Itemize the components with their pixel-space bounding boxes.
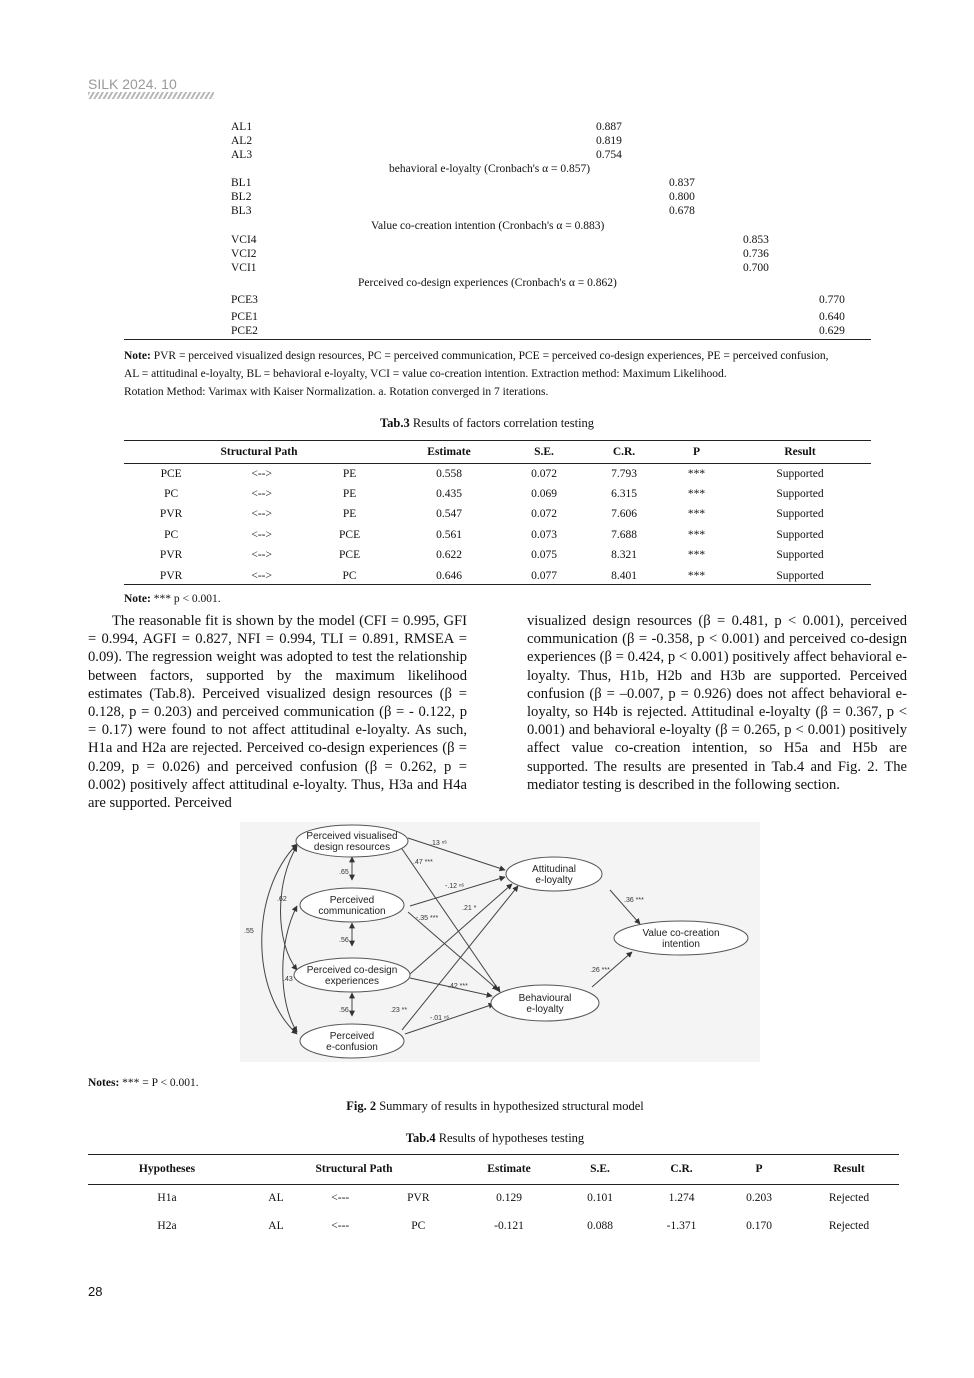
loading-value: 0.770 xyxy=(819,294,845,306)
note-line: PVR = perceived visualized design resources, PC = perceived communication, PCE = perceived co-design experiences, PE = perceived confusion, xyxy=(150,350,829,362)
cell-from: PCE xyxy=(160,467,182,480)
item-label: VCI1 xyxy=(231,262,257,274)
path-coefficient: .36 *** xyxy=(624,897,644,904)
table-note xyxy=(124,347,894,401)
node-label: Behavioural xyxy=(518,993,572,1004)
table-row xyxy=(124,566,871,587)
node-label: Perceived xyxy=(329,1031,375,1042)
cell-est: -0.121 xyxy=(494,1220,524,1232)
column-header: C.R. xyxy=(644,1155,719,1184)
cell-p: 0.170 xyxy=(746,1220,772,1232)
cell-result: Supported xyxy=(776,549,824,562)
caption-text: Summary of results in hypothesized structural model xyxy=(376,1099,644,1113)
structural-model-diagram xyxy=(240,822,760,1062)
table-header-row xyxy=(88,1155,899,1184)
path-coefficient: -.12 ⁿˢ xyxy=(445,883,464,890)
factor-loadings-table xyxy=(0,120,974,340)
table-bottom-rule xyxy=(124,339,871,340)
path-coefficient: -.01 ⁿˢ xyxy=(430,1015,449,1022)
tab4-caption xyxy=(0,1131,974,1146)
item-label: AL1 xyxy=(231,121,253,133)
table-row xyxy=(124,525,871,546)
node-label: Perceived visualised xyxy=(306,831,398,842)
node-label: Value co-creation xyxy=(642,928,720,939)
loading-value: 0.837 xyxy=(669,177,695,189)
cell-est: 0.646 xyxy=(436,569,462,582)
note-label: Note: xyxy=(124,350,151,362)
cell-arrow: <--> xyxy=(251,528,272,541)
cell-p: *** xyxy=(687,569,706,582)
cell-est: 0.435 xyxy=(436,487,462,500)
loading-value: 0.853 xyxy=(743,234,769,246)
cell-p: *** xyxy=(687,467,706,480)
body-column-left xyxy=(88,612,467,812)
cell-result: Rejected xyxy=(828,1192,870,1205)
cell-p: *** xyxy=(687,549,706,562)
item-label: PCE2 xyxy=(231,325,258,337)
loading-value: 0.819 xyxy=(596,135,622,147)
note-label: Note: xyxy=(124,593,151,605)
table-row xyxy=(124,484,871,505)
caption-label: Tab.3 xyxy=(379,416,410,430)
body-column-right xyxy=(527,612,907,794)
node-label: intention xyxy=(662,939,700,950)
column-header: Structural Path xyxy=(124,441,394,463)
column-header: P xyxy=(719,1155,799,1184)
column-header: P xyxy=(664,441,729,463)
cell-to: PCE xyxy=(339,549,361,562)
note-text: *** p < 0.001. xyxy=(150,593,221,605)
cell-from: PVR xyxy=(159,549,183,562)
correlation-value: .62 xyxy=(277,896,287,903)
page-number: 28 xyxy=(88,1284,103,1299)
cell-arrow: <--> xyxy=(251,549,272,562)
node-label: experiences xyxy=(325,976,379,987)
node-label: e-loyalty xyxy=(535,875,573,886)
note-line: AL = attitudinal e-loyalty, BL = behavioral e-loyalty, VCI = value co-creation intention. Extraction method: Maximum Likelihood. xyxy=(124,368,727,380)
tab3-bottom-rule xyxy=(124,584,871,585)
cell-est: 0.622 xyxy=(436,549,462,562)
cell-cr: 7.688 xyxy=(611,528,637,541)
header-decoration xyxy=(88,92,214,99)
column-header: Structural Path xyxy=(246,1155,462,1184)
section-title: Value co-creation intention (Cronbach's α = 0.883) xyxy=(371,220,605,232)
cell-arrow: <--> xyxy=(251,487,272,500)
correlation-value: .65 xyxy=(339,869,349,876)
caption-label: Tab.4 xyxy=(405,1131,436,1145)
correlation-value: .56 xyxy=(339,1007,349,1014)
cell-arrow: <--> xyxy=(251,508,272,521)
cell-arrow: <--> xyxy=(251,467,272,480)
cell-p: *** xyxy=(687,528,706,541)
cell-se: 0.075 xyxy=(531,549,557,562)
cell-from: PC xyxy=(164,528,179,541)
path-coefficient: -.35 *** xyxy=(416,915,439,922)
tab3-note xyxy=(124,590,221,608)
cell-result: Supported xyxy=(776,508,824,521)
column-header: C.R. xyxy=(584,441,664,463)
cell-p: *** xyxy=(687,508,706,521)
cell-result: Supported xyxy=(776,487,824,500)
tab3-caption xyxy=(0,416,974,431)
cell-arrow: <--- xyxy=(331,1192,350,1205)
cell-to: PE xyxy=(342,467,357,480)
cell-from: PC xyxy=(164,487,179,500)
column-header: Result xyxy=(799,1155,899,1184)
tab3-table xyxy=(124,441,871,586)
tab4-table xyxy=(88,1155,899,1240)
loading-value: 0.736 xyxy=(743,248,769,260)
cell-se: 0.072 xyxy=(531,467,557,480)
column-header: S.E. xyxy=(556,1155,644,1184)
path-coefficient: .21 * xyxy=(462,905,477,912)
item-label: AL2 xyxy=(231,135,253,147)
body-paragraph: The reasonable fit is shown by the model (CFI = 0.995, GFI = 0.994, AGFI = 0.827, NFI = 0.994, TLI = 0.891, RMSEA = 0.09). The regression weight was adopted to test the relationship between factors, supported by the maximum likelihood estimates (Tab.8). Perceived visualized design resources (β = 0.128, p = 0.203) and perceived communication (β = - 0.122, p = 0.17) were found to not affect attitudinal e-loyalty. As such, H1a and H2a are rejected. Perceived co-design experiences (β = 0.209, p = 0.026) and perceived confusion (β = 0.262, p = 0.002) positively affect attitudinal e-loyalty. Thus, H3a and H4a are supported. Perceived xyxy=(88,613,467,812)
cell-to: PC xyxy=(411,1220,426,1232)
loading-value: 0.640 xyxy=(819,311,845,323)
table-row xyxy=(124,463,871,484)
cell-result: Supported xyxy=(776,467,824,480)
item-label: BL1 xyxy=(231,177,252,189)
table-header-row xyxy=(124,441,871,463)
note-line: Rotation Method: Varimax with Kaiser Normalization. a. Rotation converged in 7 iterations. xyxy=(124,386,549,398)
node-label: Attitudinal xyxy=(532,864,576,875)
cell-est: 0.129 xyxy=(496,1192,522,1205)
item-label: BL3 xyxy=(231,205,252,217)
column-header: Hypotheses xyxy=(88,1155,246,1184)
node-label: Perceived xyxy=(329,895,375,906)
item-label: VCI4 xyxy=(231,234,257,246)
cell-cr: 6.315 xyxy=(611,487,637,500)
item-label: PCE1 xyxy=(231,311,258,323)
cell-est: 0.547 xyxy=(436,508,462,521)
node-label: e-loyalty xyxy=(526,1004,564,1015)
figure-notes xyxy=(88,1074,199,1092)
loading-value: 0.700 xyxy=(743,262,769,274)
loading-value: 0.800 xyxy=(669,191,695,203)
cell-est: 0.561 xyxy=(436,528,462,541)
cell-cr: -1.371 xyxy=(666,1220,697,1232)
correlation-value: .56 xyxy=(339,937,349,944)
column-header: S.E. xyxy=(504,441,584,463)
caption-label: Fig. 2 xyxy=(346,1099,377,1113)
column-header: Estimate xyxy=(394,441,504,463)
table-row xyxy=(88,1212,899,1240)
body-paragraph: visualized design resources (β = 0.481, p < 0.001), perceived communication (β = -0.358, p < 0.001) and perceived co-design experiences (β = 0.424, p < 0.001) positively affect behavioral e-loyalty. Thus, H1b, H2b and H3b are supported. Perceived confusion (β = –0.007, p = 0.926) does not affect behavioral e-loyalty, so H4b is rejected. Attitudinal e-loyalty (β = 0.367, p < 0.001) and behavioral e-loyalty (β = 0.265, p < 0.001) positively affect value co-creation intention, so H5a and H5b are supported. The results are presented in Tab.4 and Fig. 2. The mediator testing is described in the following section. xyxy=(527,613,907,793)
cell-arrow: <--> xyxy=(251,569,272,582)
section-title: Perceived co-design experiences (Cronbach's α = 0.862) xyxy=(358,277,617,289)
cell-from: AL xyxy=(268,1220,284,1232)
cell-to: PCE xyxy=(339,528,361,541)
item-label: VCI2 xyxy=(231,248,257,260)
cell-from: PVR xyxy=(159,569,183,582)
table-row xyxy=(88,1184,899,1212)
note-text: *** = P < 0.001. xyxy=(119,1077,199,1089)
cell-to: PC xyxy=(342,569,357,582)
cell-p: *** xyxy=(687,487,706,500)
cell-to: PE xyxy=(342,508,357,521)
cell-p: 0.203 xyxy=(746,1192,772,1205)
cell-se: 0.073 xyxy=(531,528,557,541)
path-coefficient: .42 *** xyxy=(448,983,468,990)
cell-se: 0.077 xyxy=(531,569,557,582)
figure-caption xyxy=(0,1099,974,1114)
loading-value: 0.754 xyxy=(596,149,622,161)
path-coefficient: .23 ** xyxy=(390,1007,408,1014)
cell-se: 0.072 xyxy=(531,508,557,521)
cell-arrow: <--- xyxy=(331,1220,350,1232)
cell-to: PE xyxy=(342,487,357,500)
cell-result: Supported xyxy=(776,569,824,582)
cell-cr: 8.321 xyxy=(611,549,637,562)
cell-cr: 8.401 xyxy=(611,569,637,582)
caption-text: Results of hypotheses testing xyxy=(435,1131,585,1145)
cell-se: 0.088 xyxy=(587,1220,613,1232)
node-label: e-confusion xyxy=(326,1042,378,1053)
cell-h: H1a xyxy=(157,1192,177,1205)
path-coefficient: .13 ⁿˢ xyxy=(430,840,447,847)
path-coefficient: .47 *** xyxy=(413,859,433,866)
column-header: Estimate xyxy=(462,1155,556,1184)
section-title: behavioral e-loyalty (Cronbach's α = 0.857) xyxy=(389,163,591,175)
cell-cr: 1.274 xyxy=(668,1192,695,1205)
cell-result: Supported xyxy=(776,528,824,541)
cell-cr: 7.793 xyxy=(611,467,637,480)
journal-header: SILK 2024. 10 xyxy=(88,76,177,92)
cell-h: H2a xyxy=(157,1220,177,1232)
node-label: communication xyxy=(318,906,386,917)
cell-from: PVR xyxy=(159,508,183,521)
cell-from: AL xyxy=(268,1192,284,1205)
column-header: Result xyxy=(729,441,871,463)
table-row xyxy=(124,545,871,566)
node-label: design resources xyxy=(313,842,391,853)
caption-text: Results of factors correlation testing xyxy=(409,416,595,430)
node-label: Perceived co-design xyxy=(306,965,398,976)
correlation-value: .55 xyxy=(244,928,254,935)
cell-se: 0.101 xyxy=(587,1192,613,1205)
correlation-value: .43 xyxy=(283,976,293,983)
path-coefficient: .26 *** xyxy=(590,967,610,974)
item-label: PCE3 xyxy=(231,294,258,306)
loading-value: 0.887 xyxy=(596,121,622,133)
cell-cr: 7.606 xyxy=(611,508,637,521)
note-label: Notes: xyxy=(88,1077,120,1089)
item-label: BL2 xyxy=(231,191,252,203)
loading-value: 0.629 xyxy=(819,325,845,337)
loading-value: 0.678 xyxy=(669,205,695,217)
item-label: AL3 xyxy=(231,149,253,161)
cell-est: 0.558 xyxy=(436,467,462,480)
cell-result: Rejected xyxy=(828,1220,870,1232)
cell-to: PVR xyxy=(407,1192,430,1205)
table-row xyxy=(124,504,871,525)
cell-se: 0.069 xyxy=(531,487,557,500)
